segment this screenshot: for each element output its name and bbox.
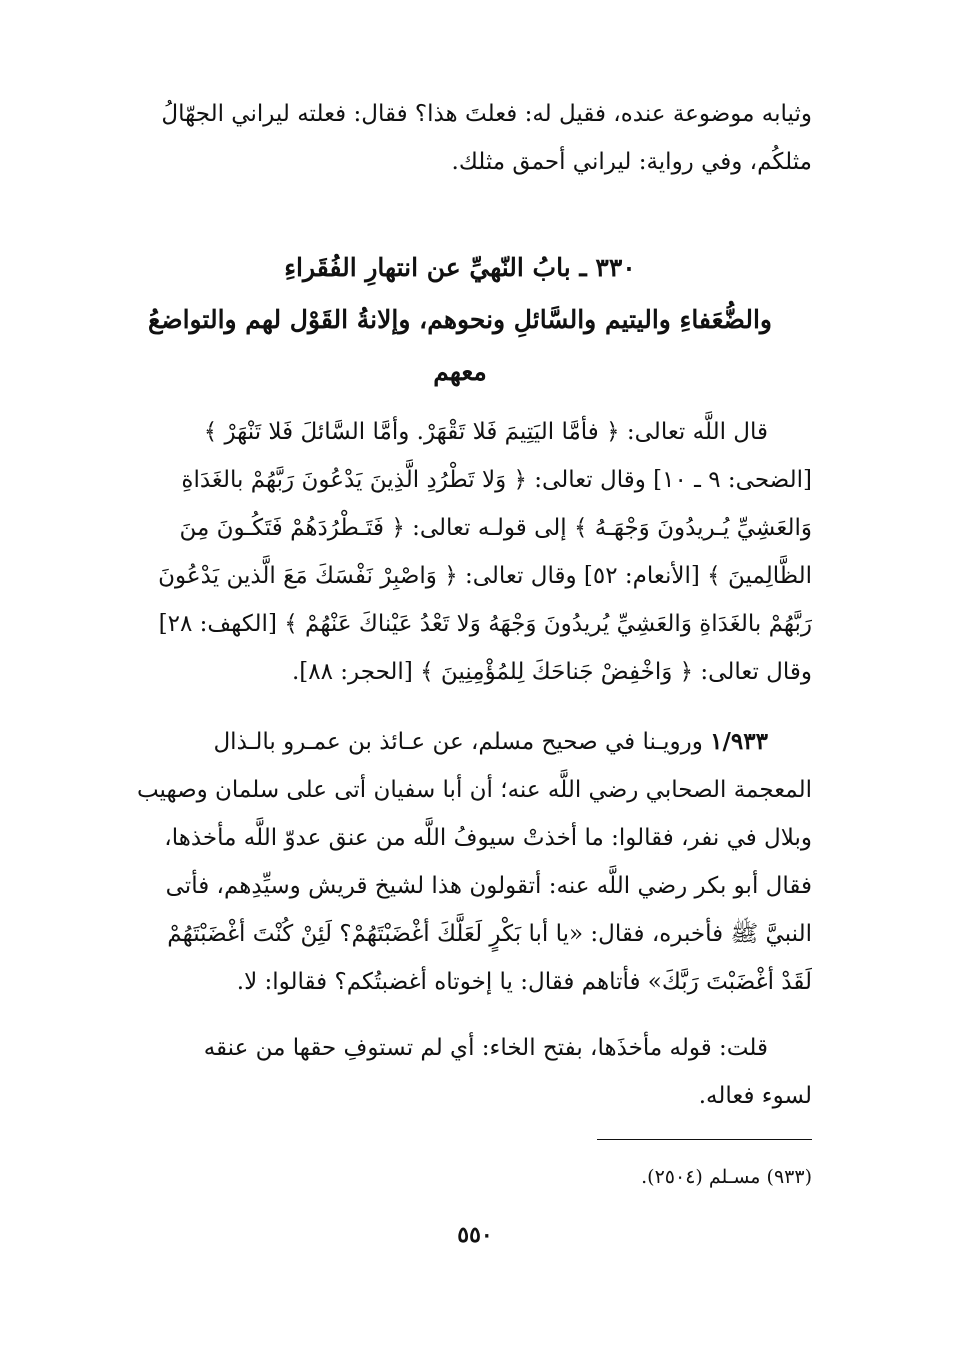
text-line: قلت: قوله مأخذَها، بفتح الخاء: أي لم تستوفِ حقها من عنقه (203, 1035, 768, 1061)
text-line: لسوء فعاله. (698, 1083, 812, 1109)
text-line: قال اللَّه تعالى: ﴿ فأمَّا اليَتِيمَ فَلا تَقْهَرْ. وأمَّا السَّائلَ فَلا تَنْهَرْ ﴾ (203, 419, 768, 445)
text-line (112, 718, 812, 766)
text-line: مثلكُم، وفي رواية: ليراني أحمق مثلك. (451, 149, 812, 175)
text-line: فقال أبو بكر رضي اللَّه عنه: أتقولون هذا لشيخ قريش وسيِّدِهم، فأتى (165, 873, 812, 899)
text-line: وثيابه موضوعة عنده، فقيل له: فعلتَ هذا؟ فقال: فعلته ليراني الجهّالُ (161, 101, 812, 127)
footnote: (٩٣٣) مسـلم (٢٥٠٤). (641, 1166, 812, 1188)
note-paragraph (112, 1024, 812, 1120)
chapter-heading (100, 242, 820, 398)
text-line: رَبَّهُمْ بالغَدَاةِ وَالعَشِيِّ يُريدُونَ وَجْهَهُ وَلا تَعْدُ عَيْناكَ عَنْهُمْ ﴾ [الكهف: ٢٨] (158, 611, 812, 637)
text-line: وقال تعالى: ﴿ وَاخْفِضْ جَناحَكَ لِلمُؤْمِنِينَ ﴾ [الحجر: ٨٨]. (291, 659, 812, 685)
footnote-divider (597, 1139, 812, 1140)
text-line: المعجمة الصحابي رضي اللَّه عنه؛ أن أبا سفيان أتى على سلمان وصهيب (136, 777, 812, 803)
text-line: وَالعَشِيِّ يُـريدُونَ وَجْهَـهُ ﴾ إلى قولـه تعالى: ﴿ فَتَـطْرُدَهُمْ فَتَكُـونَ مِنَ (179, 515, 812, 541)
heading-line: والضُّعَفاءِ واليتيم والسَّائلِ ونحوهم، وإلانةُ القَوْل لهم والتواضعُ (148, 305, 772, 334)
quran-paragraph (112, 408, 812, 696)
top-paragraph (112, 90, 812, 186)
hadith-first-line: ورويـنا في صحيح مسلم، عن عـائذ بن عمـرو بالـذال (213, 729, 703, 755)
hadith-paragraph (112, 718, 812, 1006)
page-number: ٥٥٠ (457, 1222, 493, 1248)
heading-line: ٣٣٠ ـ بابُ النّهيِّ عن انتهارِ الفُقَراءِ (284, 253, 636, 282)
heading-line: معهم (433, 357, 487, 386)
hadith-number: ١/٩٣٣ (710, 728, 768, 755)
text-line: النبيَّ ﷺ فأخبره، فقال: «يا أبا بَكْرٍ لَعَلَّكَ أغْضَبْتَهُمْ؟ لَئِنْ كُنْتَ أغْضَبْتَهُمْ (167, 921, 812, 947)
text-line: لَقَدْ أغْضَبْتَ رَبَّكَ» فأتاهم فقال: يا إخوتاه أغضبتُكم؟ فقالوا: لا. (236, 969, 812, 995)
text-line: وبلال في نفر، فقالوا: ما أخذتْ سيوفُ اللَّه من عنق عدوّ اللَّه مأخذها، (164, 825, 812, 851)
text-line: [الضحى: ٩ ـ ١٠] وقال تعالى: ﴿ وَلا تَطْرُدِ الَّذِينَ يَدْعُونَ رَبَّهُمْ بالغَدَاةِ (181, 467, 812, 493)
text-line: الظَّالِمينَ ﴾ [الأنعام: ٥٢] وقال تعالى: ﴿ وَاصْبِرْ نَفْسَكَ مَعَ الَّذين يَدْعُونَ (158, 563, 812, 589)
